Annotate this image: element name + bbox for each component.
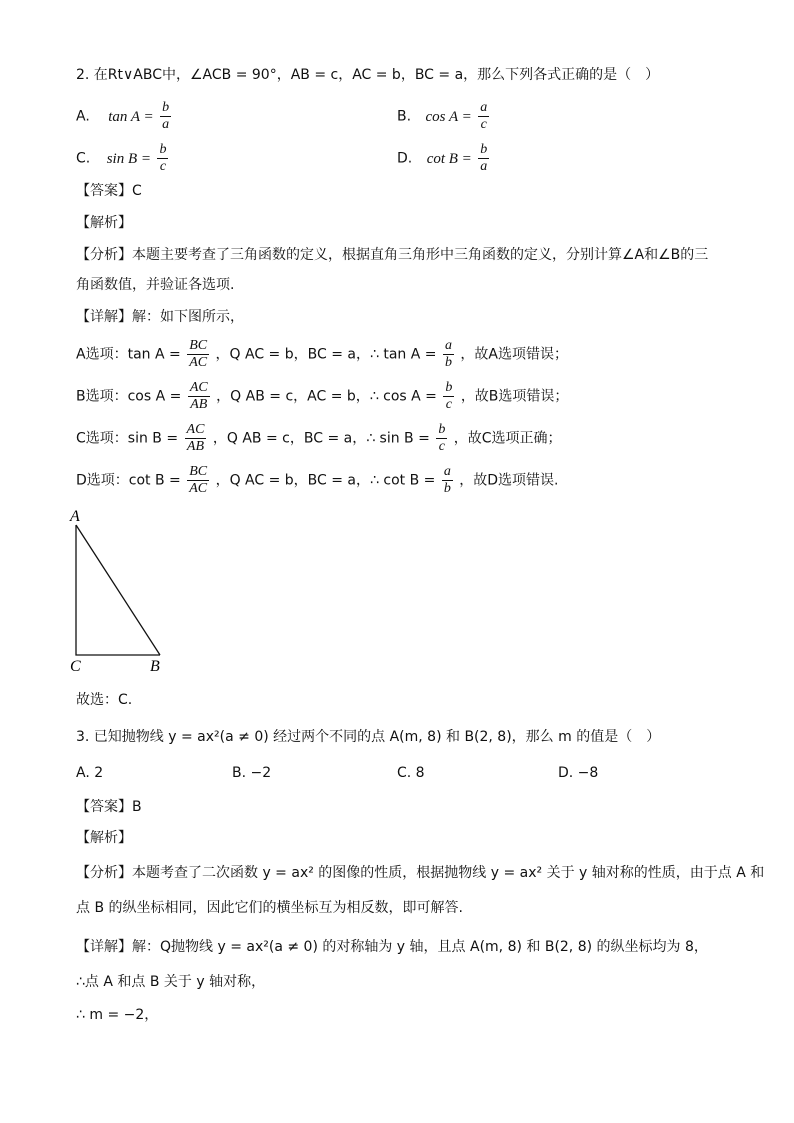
fraction-numerator: BC	[189, 464, 208, 479]
q2-option-a-fraction	[160, 100, 171, 133]
q2-detail-line-b	[76, 380, 568, 413]
fraction-denominator: a	[162, 117, 170, 132]
q2-option-a-label: A.	[76, 108, 90, 125]
q3-answer: 【答案】B	[76, 799, 142, 815]
fraction-denominator: a	[480, 159, 488, 174]
fraction-numerator: AC	[189, 380, 208, 395]
q2-option-c-label: C.	[76, 150, 91, 167]
fraction-denominator: c	[480, 117, 487, 132]
q2-option-b-expr: cos A =	[425, 108, 472, 125]
fraction-denominator: c	[159, 159, 167, 174]
q2-option-b-label: B.	[397, 108, 412, 125]
q2-option-b	[397, 100, 491, 133]
detail-fraction	[443, 338, 454, 371]
q3-option-c: C. 8	[397, 765, 425, 781]
fraction-numerator: b	[162, 100, 170, 115]
q2-choose: 故选：C.	[76, 692, 133, 708]
vertex-label-b: B	[150, 658, 160, 675]
detail-middle: ，Q AB = c，BC = a，∴ sin B =	[212, 430, 430, 447]
fraction-numerator: BC	[189, 338, 208, 353]
detail-fraction	[436, 422, 447, 455]
q2-option-d-expr: cot B =	[426, 150, 472, 167]
q2-analysis-heading: 【解析】	[76, 215, 132, 231]
q3-analysis-line-1: 【分析】本题考查了二次函数 y = ax² 的图像的性质，根据抛物线 y = ax² 关于 y 轴对称的性质，由于点 A 和	[76, 865, 765, 881]
detail-fraction	[187, 464, 209, 497]
triangle-hypotenuse	[76, 525, 160, 655]
q2-answer: 【答案】C	[76, 183, 142, 199]
q2-option-a-expr: tan A =	[108, 108, 154, 125]
q3-option-a: A. 2	[76, 765, 104, 781]
fraction-numerator: AC	[186, 422, 205, 437]
q2-option-d-label: D.	[397, 150, 413, 167]
q3-option-b: B. −2	[232, 765, 272, 781]
q3-option-d: D. −8	[558, 765, 599, 781]
fraction-denominator: c	[445, 397, 452, 412]
detail-fraction	[442, 464, 453, 497]
q3-detail-line-2: ∴点 A 和点 B 关于 y 轴对称，	[76, 974, 266, 990]
detail-suffix: ，故C选项正确；	[453, 430, 562, 447]
fraction-numerator: a	[444, 338, 452, 353]
detail-prefix: B选项：cos A =	[76, 388, 182, 405]
fraction-numerator: a	[480, 100, 488, 115]
detail-middle: ，Q AC = b，BC = a，∴ cot B =	[215, 472, 436, 489]
q2-detail-heading: 【详解】解：如下图所示，	[76, 309, 244, 325]
q2-detail-line-d	[76, 464, 559, 497]
right-triangle-figure	[66, 505, 176, 675]
fraction-denominator: AB	[186, 439, 205, 454]
fraction-denominator: b	[443, 481, 451, 496]
detail-middle: ，Q AB = c，AC = b，∴ cos A =	[216, 388, 437, 405]
q2-detail-line-c	[76, 422, 562, 455]
q2-stem: 2. 在Rt∨ABC中，∠ACB = 90°，AB = c，AC = b，BC = a，那么下列各式正确的是（ ）	[76, 67, 660, 83]
detail-prefix: C选项：sin B =	[76, 430, 179, 447]
vertex-label-c: C	[70, 658, 81, 675]
q3-analysis-heading: 【解析】	[76, 830, 132, 846]
detail-fraction	[185, 422, 207, 455]
detail-fraction	[443, 380, 454, 413]
q3-analysis-line-2: 点 B 的纵坐标相同，因此它们的横坐标互为相反数，即可解答.	[76, 900, 463, 916]
q2-option-c-fraction	[157, 142, 168, 175]
q2-option-c-expr: sin B =	[106, 150, 151, 167]
fraction-denominator: b	[444, 355, 452, 370]
fraction-denominator: AB	[190, 397, 208, 412]
detail-suffix: ，故D选项错误.	[459, 472, 559, 489]
q2-option-b-fraction	[478, 100, 489, 133]
q3-stem: 3. 已知抛物线 y = ax²(a ≠ 0) 经过两个不同的点 A(m, 8) 和 B(2, 8)，那么 m 的值是（ ）	[76, 729, 661, 745]
q3-detail-line-3: ∴ m = −2，	[76, 1007, 159, 1023]
q2-analysis-line-2: 角函数值，并验证各选项.	[76, 277, 235, 293]
fraction-numerator: a	[443, 464, 451, 479]
fraction-numerator: b	[159, 142, 167, 157]
fraction-numerator: b	[445, 380, 453, 395]
fraction-denominator: AC	[189, 355, 208, 370]
detail-prefix: D选项：cot B =	[76, 472, 181, 489]
detail-prefix: A选项：tan A =	[76, 346, 181, 363]
vertex-label-a: A	[70, 508, 80, 525]
q2-option-c	[76, 142, 170, 175]
detail-middle: ，Q AC = b，BC = a，∴ tan A =	[215, 346, 437, 363]
q2-detail-line-a	[76, 338, 568, 371]
q2-analysis-line-1: 【分析】本题主要考查了三角函数的定义，根据直角三角形中三角函数的定义，分别计算∠A和∠B的三	[76, 247, 709, 263]
detail-fraction	[188, 380, 210, 413]
q2-option-a	[76, 100, 173, 133]
fraction-numerator: b	[438, 422, 446, 437]
detail-fraction	[187, 338, 209, 371]
fraction-denominator: c	[438, 439, 445, 454]
detail-suffix: ，故A选项错误；	[460, 346, 568, 363]
q2-option-d-fraction	[478, 142, 489, 175]
fraction-numerator: b	[480, 142, 488, 157]
q2-option-d	[397, 142, 491, 175]
q3-detail-line-1: 【详解】解：Q抛物线 y = ax²(a ≠ 0) 的对称轴为 y 轴，且点 A(m, 8) 和 B(2, 8) 的纵坐标均为 8，	[76, 939, 708, 955]
detail-suffix: ，故B选项错误；	[460, 388, 569, 405]
fraction-denominator: AC	[189, 481, 208, 496]
